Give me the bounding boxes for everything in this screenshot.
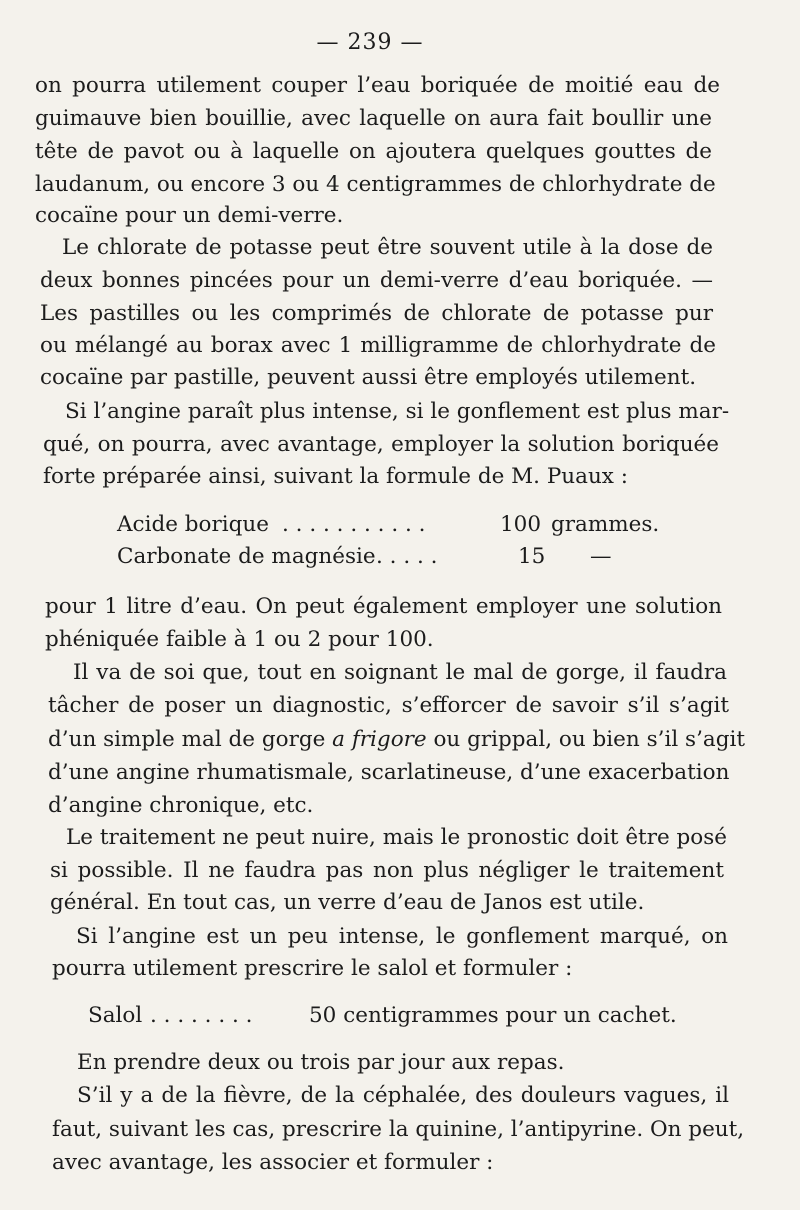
italic-phrase: a frigore — [332, 727, 427, 752]
text-line: Si l’angine est un peu intense, le gonflement marqué, on — [76, 924, 728, 949]
text-line — [48, 726, 746, 754]
text-line: tête de pavot ou à laquelle on ajoutera quelques gouttes de — [35, 139, 712, 164]
formula-name: Carbonate de magnésie — [117, 544, 376, 569]
text-segment: ou grippal, ou bien s’il s’agit — [426, 727, 746, 752]
text-line: cocaïne par pastille, peuvent aussi être employés utilement. — [40, 365, 697, 390]
text-line: ou mélangé au borax avec 1 milligramme de chlorhydrate de — [40, 333, 716, 358]
text-line: avec avantage, les associer et formuler : — [52, 1150, 494, 1175]
text-line: laudanum, ou encore 3 ou 4 centigrammes de chlorhydrate de — [35, 172, 716, 197]
formula-unit: grammes. — [551, 512, 660, 537]
text-line: guimauve bien bouillie, avec laquelle on aura fait boullir une — [35, 106, 712, 131]
text-line: phéniquée faible à 1 ou 2 pour 100. — [45, 627, 434, 652]
formula-amount: 15 — [518, 544, 546, 569]
text-line: faut, suivant les cas, prescrire la quinine, l’antipyrine. On peut, — [52, 1117, 745, 1142]
text-line: Le chlorate de potasse peut être souvent utile à la dose de — [62, 235, 713, 260]
text-line: d’une angine rhumatismale, scarlatineuse, d’une exacerbation — [48, 760, 730, 785]
text-line: forte préparée ainsi, suivant la formule de M. Puaux : — [43, 464, 629, 489]
text-line: d’angine chronique, etc. — [48, 793, 314, 818]
text-line: général. En tout cas, un verre d’eau de Janos est utile. — [50, 890, 645, 915]
formula-unit: — — [590, 544, 612, 569]
text-line: cocaïne pour un demi-verre. — [35, 203, 344, 228]
text-line: tâcher de poser un diagnostic, s’efforcer de savoir s’il s’agit — [48, 693, 729, 718]
text-line: Il va de soi que, tout en soignant le mal de gorge, il faudra — [73, 660, 727, 685]
formula-name: Salol — [88, 1003, 143, 1028]
formula-text: 50 centigrammes pour un cachet. — [309, 1003, 677, 1028]
text-line: En prendre deux ou trois par jour aux repas. — [77, 1050, 565, 1075]
text-line: S’il y a de la fièvre, de la céphalée, des douleurs vagues, il — [77, 1083, 729, 1108]
text-line: Les pastilles ou les comprimés de chlorate de potasse pur — [40, 301, 713, 326]
text-line: pourra utilement prescrire le salol et formuler : — [52, 956, 573, 981]
formula-amount: 100 — [500, 512, 542, 537]
text-segment: d’un simple mal de gorge — [48, 727, 333, 752]
text-line: on pourra utilement couper l’eau boriquée de moitié eau de — [35, 73, 720, 98]
formula-dots: . . . . . . . . — [150, 1003, 253, 1028]
text-line: deux bonnes pincées pour un demi-verre d’eau boriquée. — — [40, 268, 713, 293]
formula-dots: . . . . . . . . . . . — [282, 512, 426, 537]
page-number: — 239 — — [316, 30, 424, 55]
text-line: Si l’angine paraît plus intense, si le gonflement est plus mar- — [65, 399, 730, 424]
formula-dots: . . . . . — [376, 544, 438, 569]
text-line: pour 1 litre d’eau. On peut également employer une solution — [45, 594, 722, 619]
text-line: si possible. Il ne faudra pas non plus négliger le traitement — [50, 858, 724, 883]
formula-name: Acide borique — [117, 512, 269, 537]
text-line: qué, on pourra, avec avantage, employer la solution boriquée — [43, 432, 719, 457]
text-line: Le traitement ne peut nuire, mais le pronostic doit être posé — [66, 825, 727, 850]
